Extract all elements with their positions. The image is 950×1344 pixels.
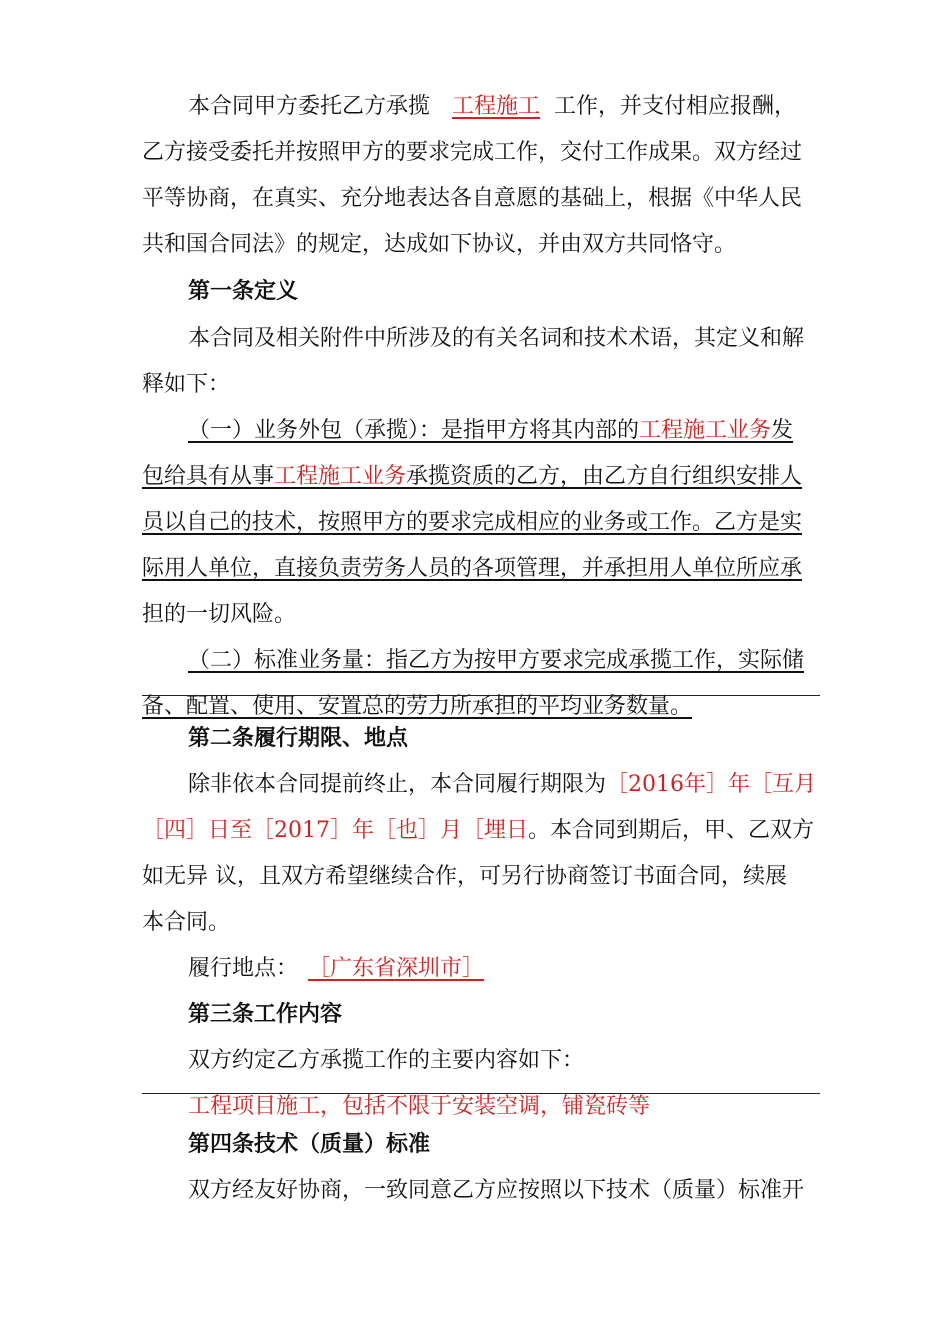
article-1-para-line-2: 释如下： xyxy=(142,372,231,397)
term-end-date: ［四］日至［2017］年［也］月［埋日 xyxy=(142,818,528,843)
definition-1-line-1: （一）业务外包（承揽）：是指甲方将其内部的工程施工业务发 xyxy=(188,418,794,443)
article-3-heading: 第三条工作内容 xyxy=(188,1002,343,1027)
article-4-line-1: 双方经友好协商，一致同意乙方应按照以下技术（质量）标准开 xyxy=(188,1178,805,1203)
article-4-heading: 第四条技术（质量）标准 xyxy=(188,1132,431,1157)
definition-1-line-3: 员以自己的技术，按照甲方的要求完成相应的业务或工作。乙方是实 xyxy=(142,510,803,535)
intro-line-2: 乙方接受委托并按照甲方的要求完成工作，交付工作成果。双方经过 xyxy=(142,140,803,165)
term-start-date: ［2016年］年［互月 xyxy=(606,772,817,797)
article-2-heading: 第二条履行期限、地点 xyxy=(188,726,409,751)
intro-line-4: 共和国合同法》的规定，达成如下协议，并由双方共同恪守。 xyxy=(142,232,737,257)
definition-1-line-5: 担的一切风险。 xyxy=(142,602,297,627)
article-1-para-line-1: 本合同及相关附件中所涉及的有关名词和技术术语，其定义和解 xyxy=(188,326,805,351)
work-content-field: 工程项目施工，包括不限于安装空调，铺瓷砖等 xyxy=(188,1094,651,1119)
divider-1 xyxy=(142,695,820,696)
definition-1-line-2: 包给具有从事工程施工业务承揽资质的乙方，由乙方自行组织安排人 xyxy=(142,464,803,489)
intro-line-3: 平等协商，在真实、充分地表达各自意愿的基础上，根据《中华人民 xyxy=(142,186,803,211)
definition-2-line-2: 备、配置、使用、安置总的劳力所承担的平均业务数量。 xyxy=(142,694,693,719)
definition-1-line-4: 际用人单位，直接负责劳务人员的各项管理，并承担用人单位所应承 xyxy=(142,556,803,581)
project-type-field: 工程施工 xyxy=(452,94,541,119)
article-3-line-1: 双方约定乙方承揽工作的主要内容如下： xyxy=(188,1048,585,1073)
article-1-heading: 第一条定义 xyxy=(188,279,299,304)
place-value: ［广东省深圳市］ xyxy=(308,956,485,981)
article-2-line-1: 除非依本合同提前终止，本合同履行期限为［2016年］年［互月 xyxy=(188,772,817,797)
article-2-line-2: ［四］日至［2017］年［也］月［埋日。本合同到期后，甲、乙双方 xyxy=(142,818,815,843)
article-2-line-4: 本合同。 xyxy=(142,910,231,935)
place-of-performance: 履行地点： ［广东省深圳市］ xyxy=(188,956,485,981)
intro-line-1: 本合同甲方委托乙方承揽 工程施工 工作，并支付相应报酬， xyxy=(188,94,797,119)
divider-2 xyxy=(142,1093,820,1094)
definition-2-line-1: （二）标准业务量：指乙方为按甲方要求完成承揽工作，实际储 xyxy=(188,648,805,673)
article-2-line-3: 如无异 议，且双方希望继续合作，可另行协商签订书面合同，续展 xyxy=(142,864,787,889)
